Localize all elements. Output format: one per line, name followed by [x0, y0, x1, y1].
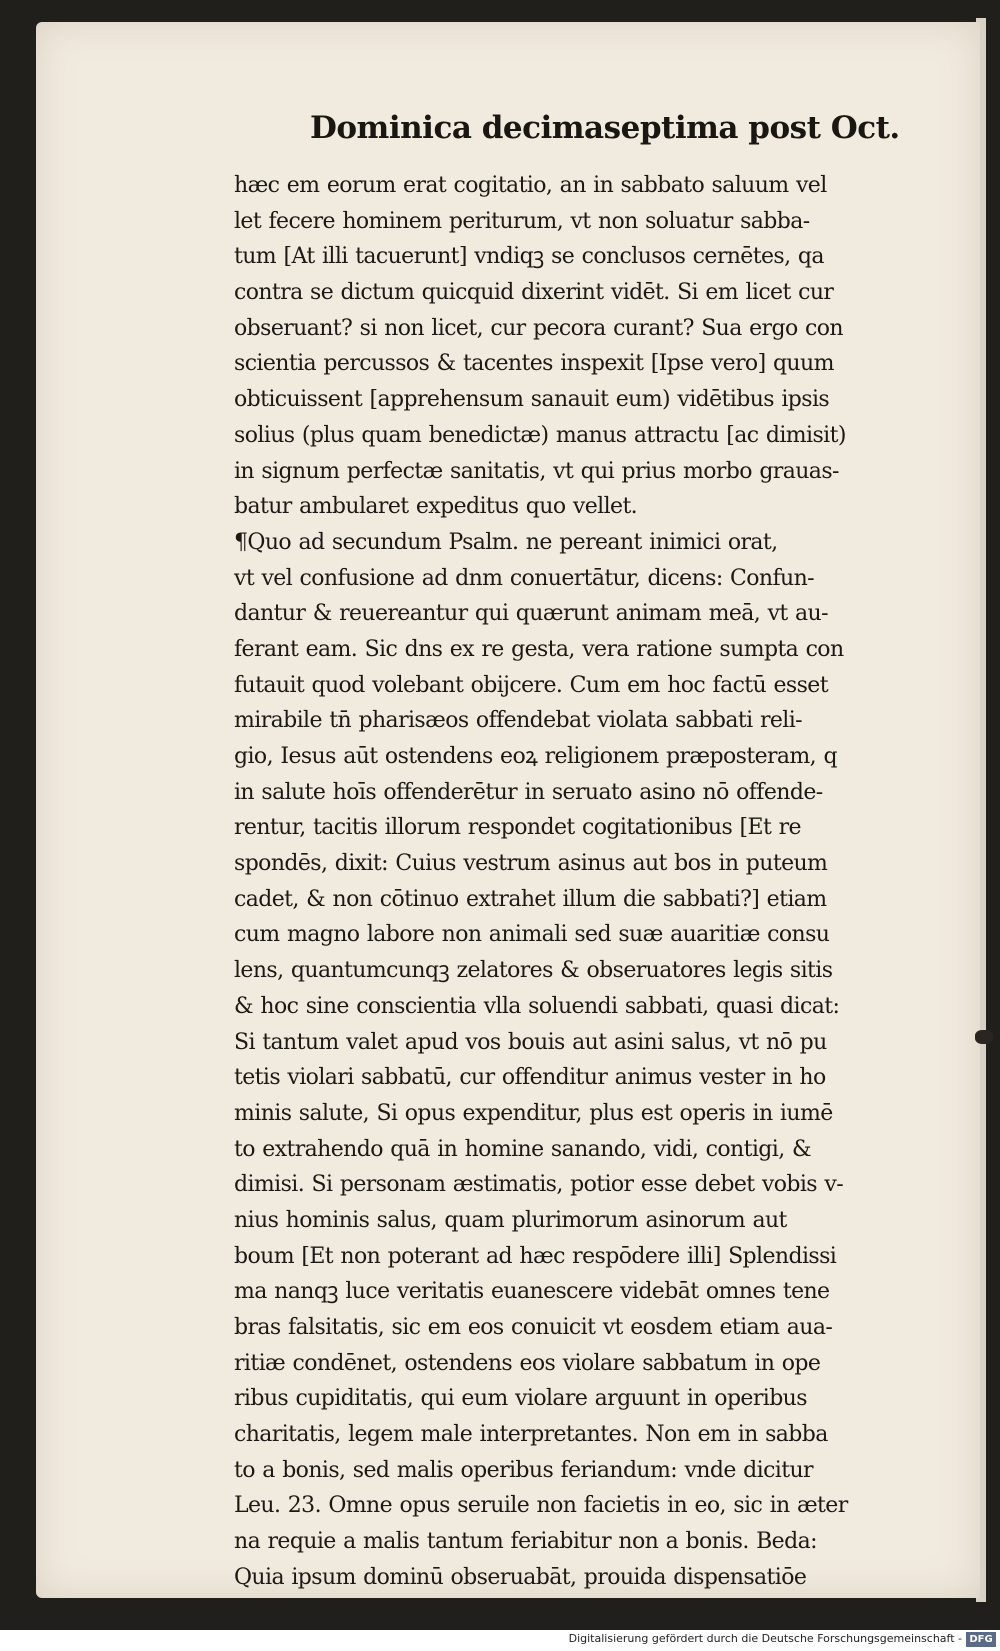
text-line: let fecere hominem periturum, vt non soluatur sabba- [234, 208, 810, 234]
page-stain [975, 1030, 993, 1044]
text-line: mirabile tn̄ pharisæos offendebat violata sabbati reli- [234, 708, 802, 734]
text-line: scientia percussos & tacentes inspexit [Ipse vero] quum [234, 351, 834, 377]
text-line: dantur & reuereantur qui quærunt animam meā, vt au- [234, 601, 828, 627]
text-line: Si tantum valet apud vos bouis aut asini salus, vt nō pu [234, 1029, 827, 1055]
text-line: cadet, & non cōtinuo extrahet illum die sabbati?] etiam [234, 886, 827, 912]
text-line: ritiæ condēnet, ostendens eos violare sabbatum in ope [234, 1350, 821, 1376]
text-line: to a bonis, sed malis operibus feriandum: vnde dicitur [234, 1457, 813, 1483]
text-line: contra se dictum quicquid dixerint vidēt. Si em licet cur [234, 280, 834, 306]
text-line: solius (plus quam benedictæ) manus attractu [ac dimisit) [234, 422, 846, 448]
text-line: ma nanqꝫ luce veritatis euanescere videbāt omnes tene [234, 1279, 830, 1305]
text-line: dimisi. Si personam æstimatis, potior esse debet vobis v- [234, 1172, 844, 1198]
text-line: obticuissent [apprehensum sanauit eum) vidētibus ipsis [234, 387, 830, 413]
text-line: in signum perfectæ sanitatis, vt qui prius morbo grauas- [234, 458, 839, 484]
body-text [234, 168, 924, 1596]
text-line: lens, quantumcunqꝫ zelatores & obseruatores legis sitis [234, 958, 833, 984]
text-line: to extrahendo quā in homine sanando, vidi, contigi, & [234, 1136, 811, 1162]
text-line: bras falsitatis, sic em eos conuicit vt eosdem etiam aua- [234, 1315, 833, 1340]
text-line: tetis violari sabbatū, cur offenditur animus vester in ho [234, 1065, 826, 1091]
text-line: & hoc sine conscientia vlla soluendi sabbati, quasi dicat: [234, 993, 840, 1019]
text-line: nius hominis salus, quam plurimorum asinorum aut [234, 1207, 787, 1233]
text-line: charitatis, legem male interpretantes. Non em in sabba [234, 1422, 828, 1448]
text-line: cum magno labore non animali sed suæ auaritiæ consu [234, 922, 830, 948]
text-line: rentur, tacitis illorum respondet cogitationibus [Et re [234, 815, 801, 841]
text-line: gio, Iesus aūt ostendens eoꝝ religionem præposteram, q [234, 744, 837, 769]
text-line: Quia ipsum dominū obseruabāt, prouida dispensatiōe [234, 1564, 807, 1590]
footer-bar [0, 1630, 1000, 1651]
text-line: ferant eam. Sic dns ex re gesta, vera ratione sumpta con [234, 636, 844, 662]
text-line: batur ambularet expeditus quo vellet. [234, 494, 638, 520]
text-line: spondēs, dixit: Cuius vestrum asinus aut bos in puteum [234, 851, 828, 877]
footer-credit: Digitalisierung gefördert durch die Deutsche Forschungsgemeinschaft - [568, 1632, 962, 1645]
dfg-logo[interactable]: DFG [966, 1632, 996, 1647]
text-line: minis salute, Si opus expenditur, plus est operis in iumē [234, 1100, 833, 1126]
text-line: boum [Et non poterant ad hæc respōdere illi] Splendissi [234, 1243, 837, 1269]
text-line: in salute hoīs offenderētur in seruato asino nō offende- [234, 779, 823, 805]
text-line: futauit quod volebant obijcere. Cum em hoc factū esset [234, 672, 828, 698]
text-line: obseruant? si non licet, cur pecora curant? Sua ergo con [234, 315, 843, 341]
text-line: vt vel confusione ad dnm conuertātur, dicens: Confun- [234, 565, 815, 591]
text-line: ¶Quo ad secundum Psalm. ne pereant inimici orat, [234, 529, 778, 555]
running-title: Dominica decimaseptima post Oct. [310, 110, 900, 146]
text-line: tum [At illi tacuerunt] vndiqꝫ se conclusos cernētes, qa [234, 244, 824, 270]
text-line: hæc em eorum erat cogitatio, an in sabbato saluum vel [234, 173, 827, 198]
text-line: ribus cupiditatis, qui eum violare arguunt in operibus [234, 1386, 807, 1412]
text-line: na requie a malis tantum feriabitur non a bonis. Beda: [234, 1529, 817, 1555]
text-line: Leu. 23. Omne opus seruile non facietis in eo, sic in æter [234, 1493, 848, 1519]
